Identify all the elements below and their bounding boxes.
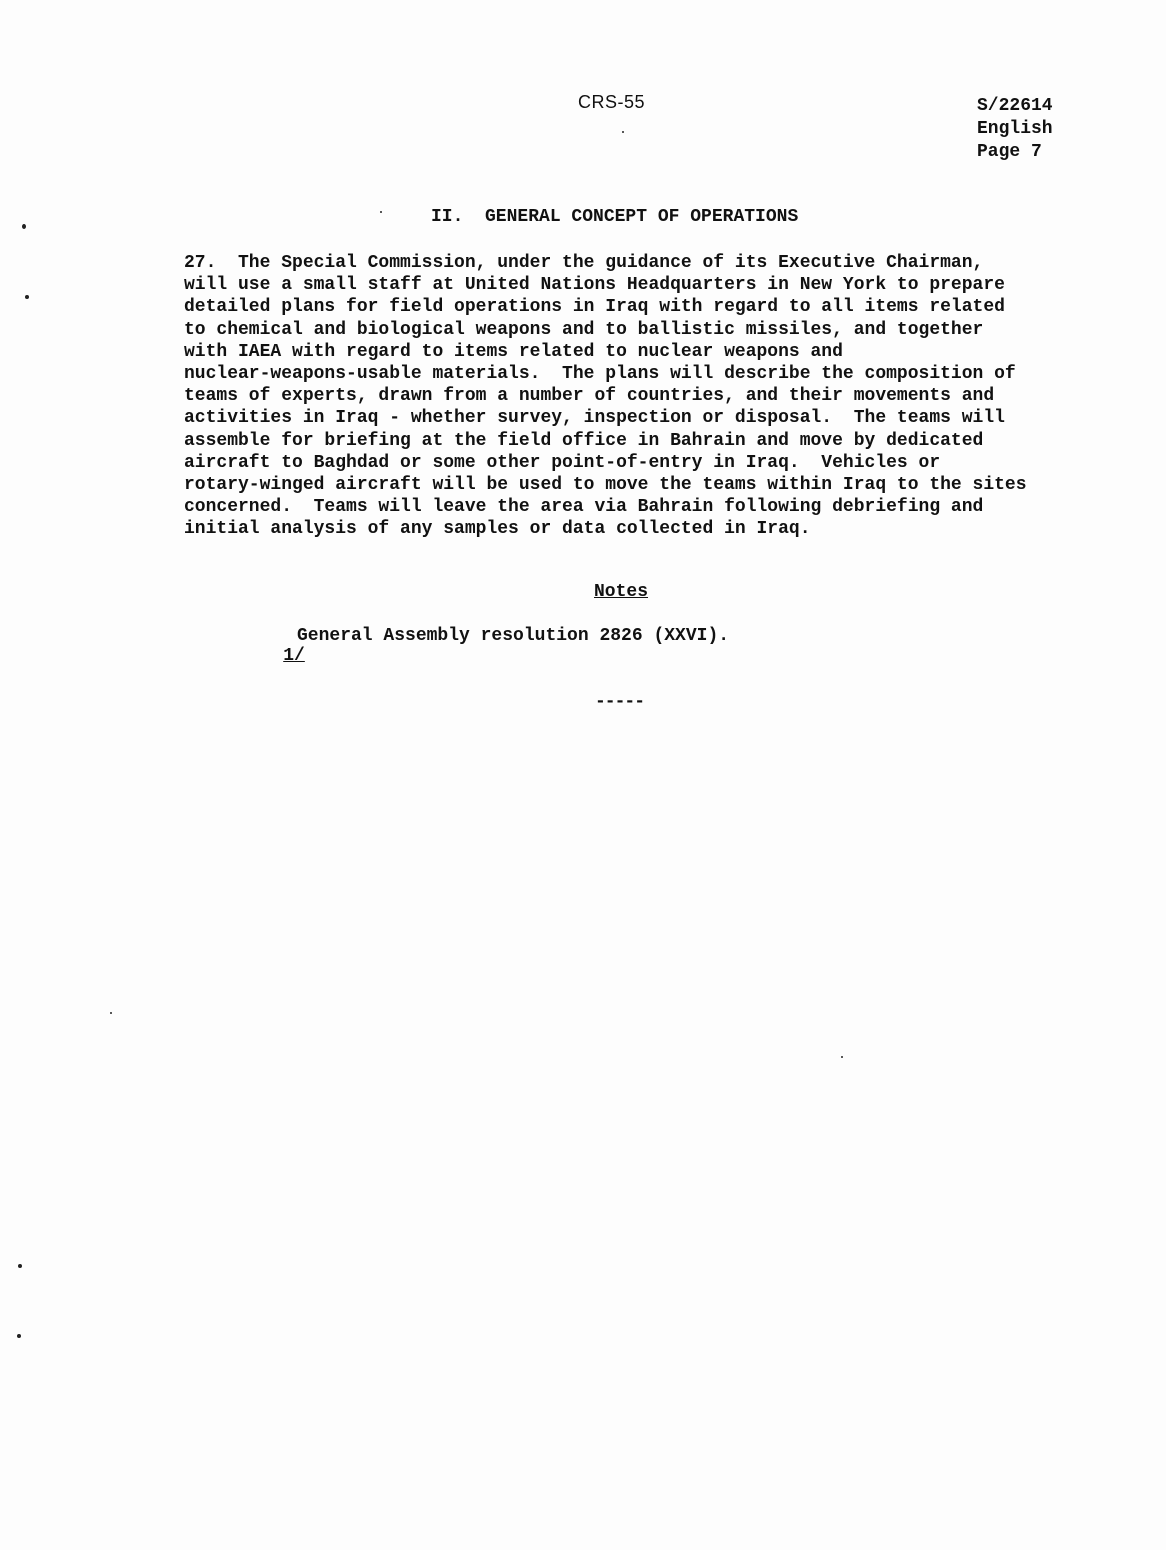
paragraph-line: nuclear-weapons-usable materials. The plans will describe the composition of — [184, 364, 1016, 385]
document-language: English — [977, 119, 1053, 139]
scan-speck — [17, 1334, 21, 1338]
scan-speck — [25, 295, 29, 299]
paragraph-line: rotary-winged aircraft will be used to move the teams within Iraq to the sites — [184, 475, 1027, 496]
scan-speck — [22, 224, 26, 229]
document-reference-block — [977, 95, 1053, 164]
scan-speck — [841, 1056, 843, 1058]
paragraph-line: with IAEA with regard to items related to nuclear weapons and — [184, 341, 843, 362]
note-item — [240, 626, 730, 706]
paragraph-line: detailed plans for field operations in Iraq with regard to all items related — [184, 297, 1005, 318]
notes-heading: Notes — [594, 582, 649, 602]
paragraph-line: to chemical and biological weapons and to ballistic missiles, and together — [184, 319, 984, 340]
scan-speck — [380, 211, 382, 213]
paragraph-line: aircraft to Baghdad or some other point-of-entry in Iraq. Vehicles or — [184, 452, 941, 473]
paragraph-27 — [184, 252, 1064, 541]
paragraph-line: will use a small staff at United Nations Headquarters in New York to prepare — [184, 275, 1005, 296]
page-number: Page 7 — [977, 142, 1042, 162]
paragraph-line: 27. The Special Commission, under the guidance of its Executive Chairman, — [184, 253, 984, 273]
document-symbol: S/22614 — [977, 96, 1053, 116]
scan-speck — [110, 1012, 112, 1014]
end-of-document-mark: ----- — [595, 692, 645, 712]
paragraph-line: activities in Iraq - whether survey, inspection or disposal. The teams will — [184, 408, 1005, 429]
paragraph-line: teams of experts, drawn from a number of countries, and their movements and — [184, 386, 995, 407]
paragraph-line: assemble for briefing at the field office in Bahrain and move by dedicated — [184, 430, 984, 451]
scan-speck — [18, 1264, 22, 1268]
section-title: II. GENERAL CONCEPT OF OPERATIONS — [431, 207, 799, 227]
crs-page-label: CRS-55 — [578, 92, 646, 112]
paragraph-line: initial analysis of any samples or data collected in Iraq. — [184, 519, 811, 540]
note-text: General Assembly resolution 2826 (XXVI). — [297, 626, 730, 646]
paragraph-line: concerned. Teams will leave the area via Bahrain following debriefing and — [184, 497, 984, 518]
note-reference: 1/ — [283, 646, 305, 666]
scan-speck — [622, 131, 624, 133]
